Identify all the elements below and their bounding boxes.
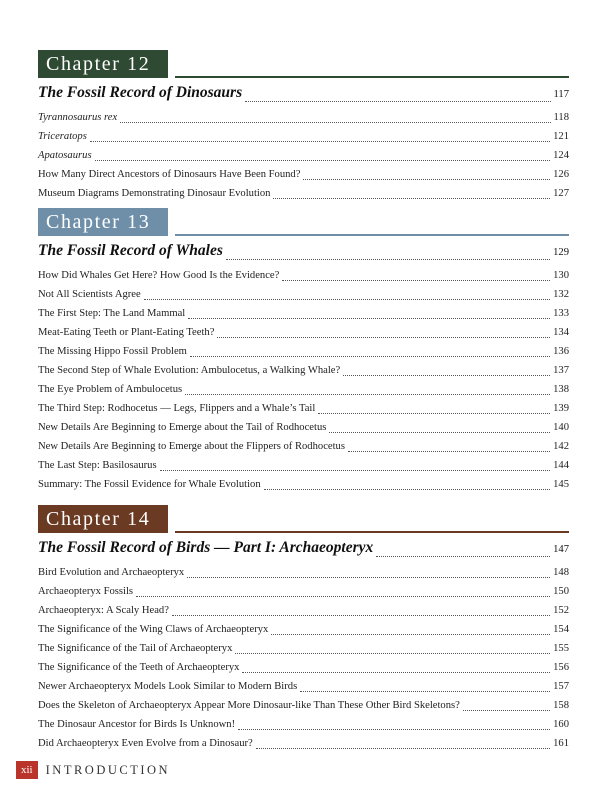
leader-dots [217, 337, 550, 338]
leader-dots [300, 691, 550, 692]
leader-dots [95, 160, 551, 161]
toc-entry-label: The Dinosaur Ancestor for Birds Is Unknown! [38, 719, 236, 730]
leader-dots [238, 729, 550, 730]
toc-entry-label: Bird Evolution and Archaeopteryx [38, 567, 185, 578]
leader-dots [256, 748, 550, 749]
toc-page-number: 147 [553, 544, 569, 555]
toc-entry-label: Museum Diagrams Demonstrating Dinosaur Evolution [38, 188, 271, 199]
toc-page-number: 136 [553, 346, 569, 357]
toc-title-text: The Fossil Record of Dinosaurs [38, 84, 243, 101]
toc-entry[interactable] [38, 127, 569, 146]
toc-chapter-title[interactable] [38, 84, 569, 108]
toc-entry[interactable] [38, 734, 569, 753]
toc-title-text: The Fossil Record of Birds — Part I: Archaeopteryx [38, 539, 374, 556]
toc-page-number: 126 [553, 169, 569, 180]
leader-dots [160, 470, 551, 471]
leader-dots [190, 356, 550, 357]
toc-entry[interactable] [38, 715, 569, 734]
toc-page-number: 117 [553, 89, 569, 100]
leader-dots [329, 432, 550, 433]
toc-entry-label: Triceratops [38, 131, 87, 142]
chapter-badge: Chapter 13 [38, 208, 168, 236]
toc-entry-label: The Third Step: Rodhocetus — Legs, Flippers and a Whale’s Tail [38, 403, 316, 414]
toc-page-number: 138 [553, 384, 569, 395]
toc-page-number: 130 [553, 270, 569, 281]
toc-page-number: 124 [553, 150, 569, 161]
toc-entry-label: Tyrannosaurus rex [38, 112, 118, 123]
toc-entry-label: The Missing Hippo Fossil Problem [38, 346, 187, 357]
toc-entry[interactable] [38, 285, 569, 304]
toc-entry-label: Meat-Eating Teeth or Plant-Eating Teeth? [38, 327, 215, 338]
leader-dots [348, 451, 550, 452]
toc-page-number: 132 [553, 289, 569, 300]
leader-dots [271, 634, 550, 635]
toc-entry-label: How Many Direct Ancestors of Dinosaurs Have Been Found? [38, 169, 301, 180]
leader-dots [90, 141, 550, 142]
toc-entry[interactable] [38, 304, 569, 323]
toc-entry[interactable] [38, 184, 569, 203]
toc-page-number: 154 [553, 624, 569, 635]
chapter-badge: Chapter 14 [38, 505, 168, 533]
toc-entry[interactable] [38, 342, 569, 361]
toc-page-number: 160 [553, 719, 569, 730]
page-number-badge: xii [16, 761, 38, 779]
leader-dots [188, 318, 550, 319]
toc-page-number: 134 [553, 327, 569, 338]
toc-entry-label: The First Step: The Land Mammal [38, 308, 186, 319]
toc-page-number: 129 [553, 247, 569, 258]
toc-page-number: 152 [553, 605, 569, 616]
toc-entry-label: The Second Step of Whale Evolution: Ambulocetus, a Walking Whale? [38, 365, 341, 376]
toc-page-number: 140 [553, 422, 569, 433]
leader-dots [303, 179, 550, 180]
chapter-rule [175, 234, 569, 236]
toc-entry-label: The Significance of the Teeth of Archaeopteryx [38, 662, 240, 673]
leader-dots [120, 122, 550, 123]
page-footer [16, 760, 170, 780]
leader-dots [282, 280, 550, 281]
leader-dots [136, 596, 550, 597]
chapter-13-section [38, 208, 569, 494]
toc-entry[interactable] [38, 437, 569, 456]
toc-entry[interactable] [38, 658, 569, 677]
toc-page-number: 161 [553, 738, 569, 749]
toc-entry[interactable] [38, 165, 569, 184]
toc-entry[interactable] [38, 582, 569, 601]
toc-entry-label: Summary: The Fossil Evidence for Whale Evolution [38, 479, 261, 490]
toc-title-text: The Fossil Record of Whales [38, 242, 223, 259]
toc-page-number: 133 [553, 308, 569, 319]
toc-entry[interactable] [38, 563, 569, 582]
toc-entry[interactable] [38, 601, 569, 620]
toc-entry[interactable] [38, 380, 569, 399]
toc-page-number: 142 [553, 441, 569, 452]
chapter-header [38, 50, 569, 78]
chapter-14-section [38, 505, 569, 753]
leader-dots [242, 672, 550, 673]
leader-dots [273, 198, 550, 199]
toc-entry-label: The Significance of the Wing Claws of Archaeopteryx [38, 624, 269, 635]
toc-entry[interactable] [38, 108, 569, 127]
chapter-header [38, 208, 569, 236]
toc-page-number: 156 [553, 662, 569, 673]
toc-entry-label: Archaeopteryx: A Scaly Head? [38, 605, 169, 616]
toc-entry-label: New Details Are Beginning to Emerge about the Tail of Rodhocetus [38, 422, 327, 433]
toc-page-number: 158 [553, 700, 569, 711]
toc-page-number: 137 [553, 365, 569, 376]
leader-dots [376, 556, 550, 557]
chapter-12-section [38, 50, 569, 203]
leader-dots [144, 299, 550, 300]
toc-page-number: 148 [553, 567, 569, 578]
toc-entry-label: The Significance of the Tail of Archaeopteryx [38, 643, 233, 654]
toc-entry[interactable] [38, 361, 569, 380]
leader-dots [235, 653, 550, 654]
toc-entry[interactable] [38, 475, 569, 494]
toc-entry-label: Archaeopteryx Fossils [38, 586, 134, 597]
toc-entry[interactable] [38, 323, 569, 342]
toc-entry[interactable] [38, 677, 569, 696]
leader-dots [187, 577, 550, 578]
toc-entry-label: Does the Skeleton of Archaeopteryx Appear More Dinosaur-like Than These Other Bird Skeletons? [38, 700, 460, 711]
toc-entry[interactable] [38, 456, 569, 475]
leader-dots [172, 615, 550, 616]
leader-dots [343, 375, 550, 376]
toc-entry-label: Apatosaurus [38, 150, 92, 161]
chapter-header [38, 505, 569, 533]
chapter-badge: Chapter 12 [38, 50, 168, 78]
leader-dots [245, 101, 550, 102]
leader-dots [185, 394, 550, 395]
toc-entry[interactable] [38, 266, 569, 285]
toc-entry-label: Newer Archaeopteryx Models Look Similar to Modern Birds [38, 681, 298, 692]
toc-chapter-title[interactable] [38, 539, 569, 563]
toc-page-number: 144 [553, 460, 569, 471]
toc-entry[interactable] [38, 399, 569, 418]
leader-dots [318, 413, 550, 414]
toc-entry[interactable] [38, 620, 569, 639]
toc-entry[interactable] [38, 696, 569, 715]
toc-page-number: 157 [553, 681, 569, 692]
toc-page-number: 155 [553, 643, 569, 654]
toc-page-number: 127 [553, 188, 569, 199]
chapter-rule [175, 76, 569, 78]
toc-entry-label: The Last Step: Basilosaurus [38, 460, 157, 471]
toc-entry-label: Not All Scientists Agree [38, 289, 141, 300]
leader-dots [264, 489, 550, 490]
section-label: INTRODUCTION [45, 762, 171, 777]
toc-page-number: 121 [553, 131, 569, 142]
toc-entry[interactable] [38, 639, 569, 658]
toc-entry-label: The Eye Problem of Ambulocetus [38, 384, 183, 395]
leader-dots [463, 710, 550, 711]
toc-entry-label: How Did Whales Get Here? How Good Is the Evidence? [38, 270, 280, 281]
toc-page-number: 118 [553, 112, 569, 123]
leader-dots [226, 259, 550, 260]
toc-chapter-title[interactable] [38, 242, 569, 266]
toc-entry[interactable] [38, 146, 569, 165]
toc-page-number: 150 [553, 586, 569, 597]
toc-entry-label: Did Archaeopteryx Even Evolve from a Dinosaur? [38, 738, 253, 749]
toc-page-number: 139 [553, 403, 569, 414]
toc-page-number: 145 [553, 479, 569, 490]
toc-entry[interactable] [38, 418, 569, 437]
toc-entry-label: New Details Are Beginning to Emerge about the Flippers of Rodhocetus [38, 441, 345, 452]
chapter-rule [175, 531, 569, 533]
